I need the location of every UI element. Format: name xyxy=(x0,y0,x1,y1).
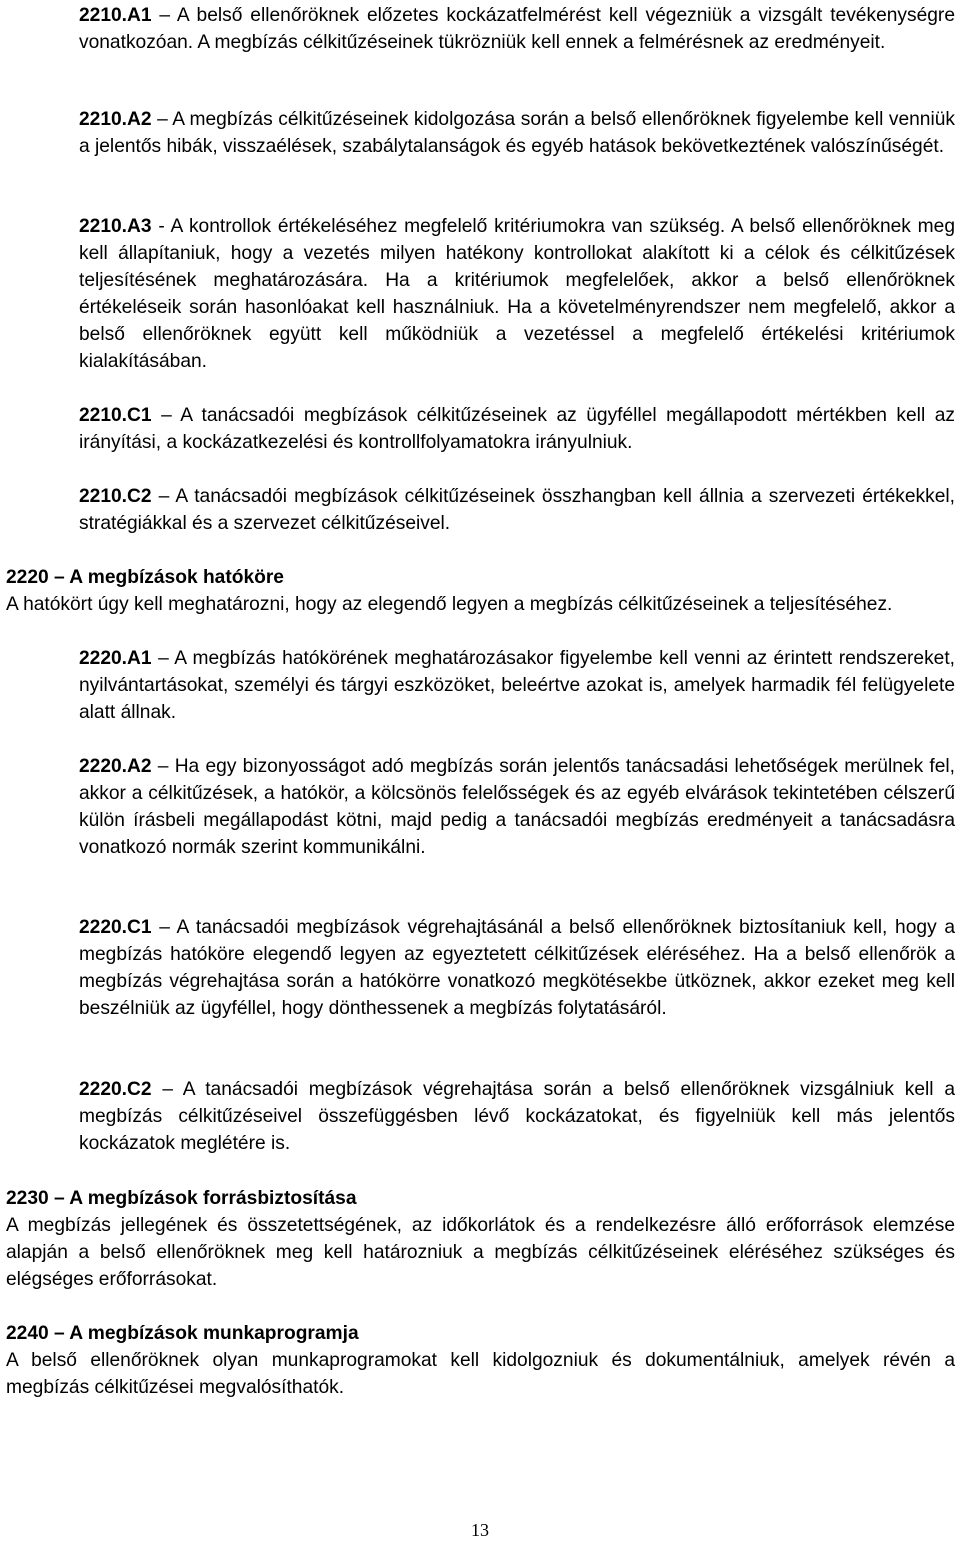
section-heading-2220: 2220 – A megbízások hatóköre xyxy=(6,567,284,588)
paragraph-2220-c1 xyxy=(79,914,955,1022)
section-code: 2210.A3 xyxy=(79,216,152,237)
paragraph-2220-a1 xyxy=(79,645,955,726)
paragraph-text: – Ha egy bizonyosságot adó megbízás során jelentős tanácsadási lehetőségek merülnek fel, akkor a célkitűzések, a hatókör, a kölcsönös felelősségek és az egyéb elvárások tekintetében célszerű külön írásbeli megállapodást kötni, majd pedig a tanácsadói megbízás eredményeit a tanácsadásra vonatkozó normák szerint kommunikálni. xyxy=(79,756,955,858)
section-code: 2220.C2 xyxy=(79,1079,152,1100)
section-code: 2210.C1 xyxy=(79,405,152,426)
paragraph-text: – A tanácsadói megbízások végrehajtásánál a belső ellenőröknek biztosítaniuk kell, hogy a megbízás hatóköre elegendő legyen az egyeztetett célkitűzések eléréséhez. Ha a belső ellenőrök a megbízás végrehajtása során a hatókörre vonatkozó megkötésekbe ütköznek, akkor ezeket meg kell beszélniük az ügyféllel, hogy dönthessenek a megbízás folytatásáról. xyxy=(79,917,955,1019)
paragraph-2220-intro: A hatókört úgy kell meghatározni, hogy az elegendő legyen a megbízás célkitűzéseinek a teljesítéséhez. xyxy=(6,594,893,615)
paragraph-2210-a1 xyxy=(79,2,955,56)
paragraph-2210-c2 xyxy=(79,483,955,537)
paragraph-text: – A tanácsadói megbízások célkitűzéseinek összhangban kell állnia a szervezeti értékekkel, stratégiákkal és a szervezet célkitűzéseivel. xyxy=(79,486,955,534)
section-code: 2210.C2 xyxy=(79,486,152,507)
paragraph-2240: A belső ellenőröknek olyan munkaprogramokat kell kidolgozniuk és dokumentálniuk, amelyek révén a megbízás célkitűzései megvalósíthatók. xyxy=(6,1350,955,1398)
page-number: 13 xyxy=(471,1520,489,1540)
section-heading-2230: 2230 – A megbízások forrásbiztosítása xyxy=(6,1188,357,1209)
paragraph-2210-c1 xyxy=(79,402,955,456)
section-code: 2220.C1 xyxy=(79,917,152,938)
section-code: 2210.A2 xyxy=(79,109,152,130)
section-code: 2220.A1 xyxy=(79,648,152,669)
section-code: 2220.A2 xyxy=(79,756,152,777)
paragraph-text: - A kontrollok értékeléséhez megfelelő kritériumokra van szükség. A belső ellenőröknek meg kell állapítaniuk, hogy a vezetés milyen hatékony kontrollokat alakított ki a célok és célkitűzések teljesítésének meghatározására. Ha a kritériumok megfelelőek, akkor a belső ellenőröknek értékeléseik során hasonlóakat kell használniuk. Ha a követelményrendszer nem megfelelő, akkor a belső ellenőröknek együtt kell működniük a vezetéssel a megfelelő értékelési kritériumok kialakításában. xyxy=(79,216,955,372)
paragraph-2210-a2 xyxy=(79,106,955,160)
paragraph-2230: A megbízás jellegének és összetettségének, az időkorlátok és a rendelkezésre álló erőforrások elemzése alapján a belső ellenőröknek meg kell határozniuk a megbízás célkitűzéseinek eléréséhez szükséges és elégséges erőforrásokat. xyxy=(6,1215,955,1290)
paragraph-text: – A megbízás hatókörének meghatározásakor figyelembe kell venni az érintett rendszereket, nyilvántartásokat, személyi és tárgyi eszközöket, beleértve azokat is, amelyek harmadik fél felügyelete alatt állnak. xyxy=(79,648,955,723)
paragraph-2210-a3 xyxy=(79,213,955,375)
paragraph-text: – A tanácsadói megbízások célkitűzéseinek az ügyféllel megállapodott mértékben kell az irányítási, a kockázatkezelési és kontrollfolyamatokra irányulniuk. xyxy=(79,405,955,453)
paragraph-text: – A megbízás célkitűzéseinek kidolgozása során a belső ellenőröknek figyelembe kell venniük a jelentős hibák, visszaélések, szabálytalanságok és egyéb hatások bekövetkeztének valószínűségét. xyxy=(79,109,955,157)
paragraph-text: – A belső ellenőröknek előzetes kockázatfelmérést kell végezniük a vizsgált tevékenységre vonatkozóan. A megbízás célkitűzéseinek tükrözniük kell ennek a felmérésnek az eredményeit. xyxy=(79,5,955,53)
paragraph-text: – A tanácsadói megbízások végrehajtása során a belső ellenőröknek vizsgálniuk kell a megbízás célkitűzéseivel összefüggésben lévő kockázatokat, és figyelniük kell más jelentős kockázatok meglétére is. xyxy=(79,1079,955,1154)
paragraph-2220-c2 xyxy=(79,1076,955,1157)
section-code: 2210.A1 xyxy=(79,5,152,26)
paragraph-2220-a2 xyxy=(79,753,955,861)
section-heading-2240: 2240 – A megbízások munkaprogramja xyxy=(6,1323,359,1344)
